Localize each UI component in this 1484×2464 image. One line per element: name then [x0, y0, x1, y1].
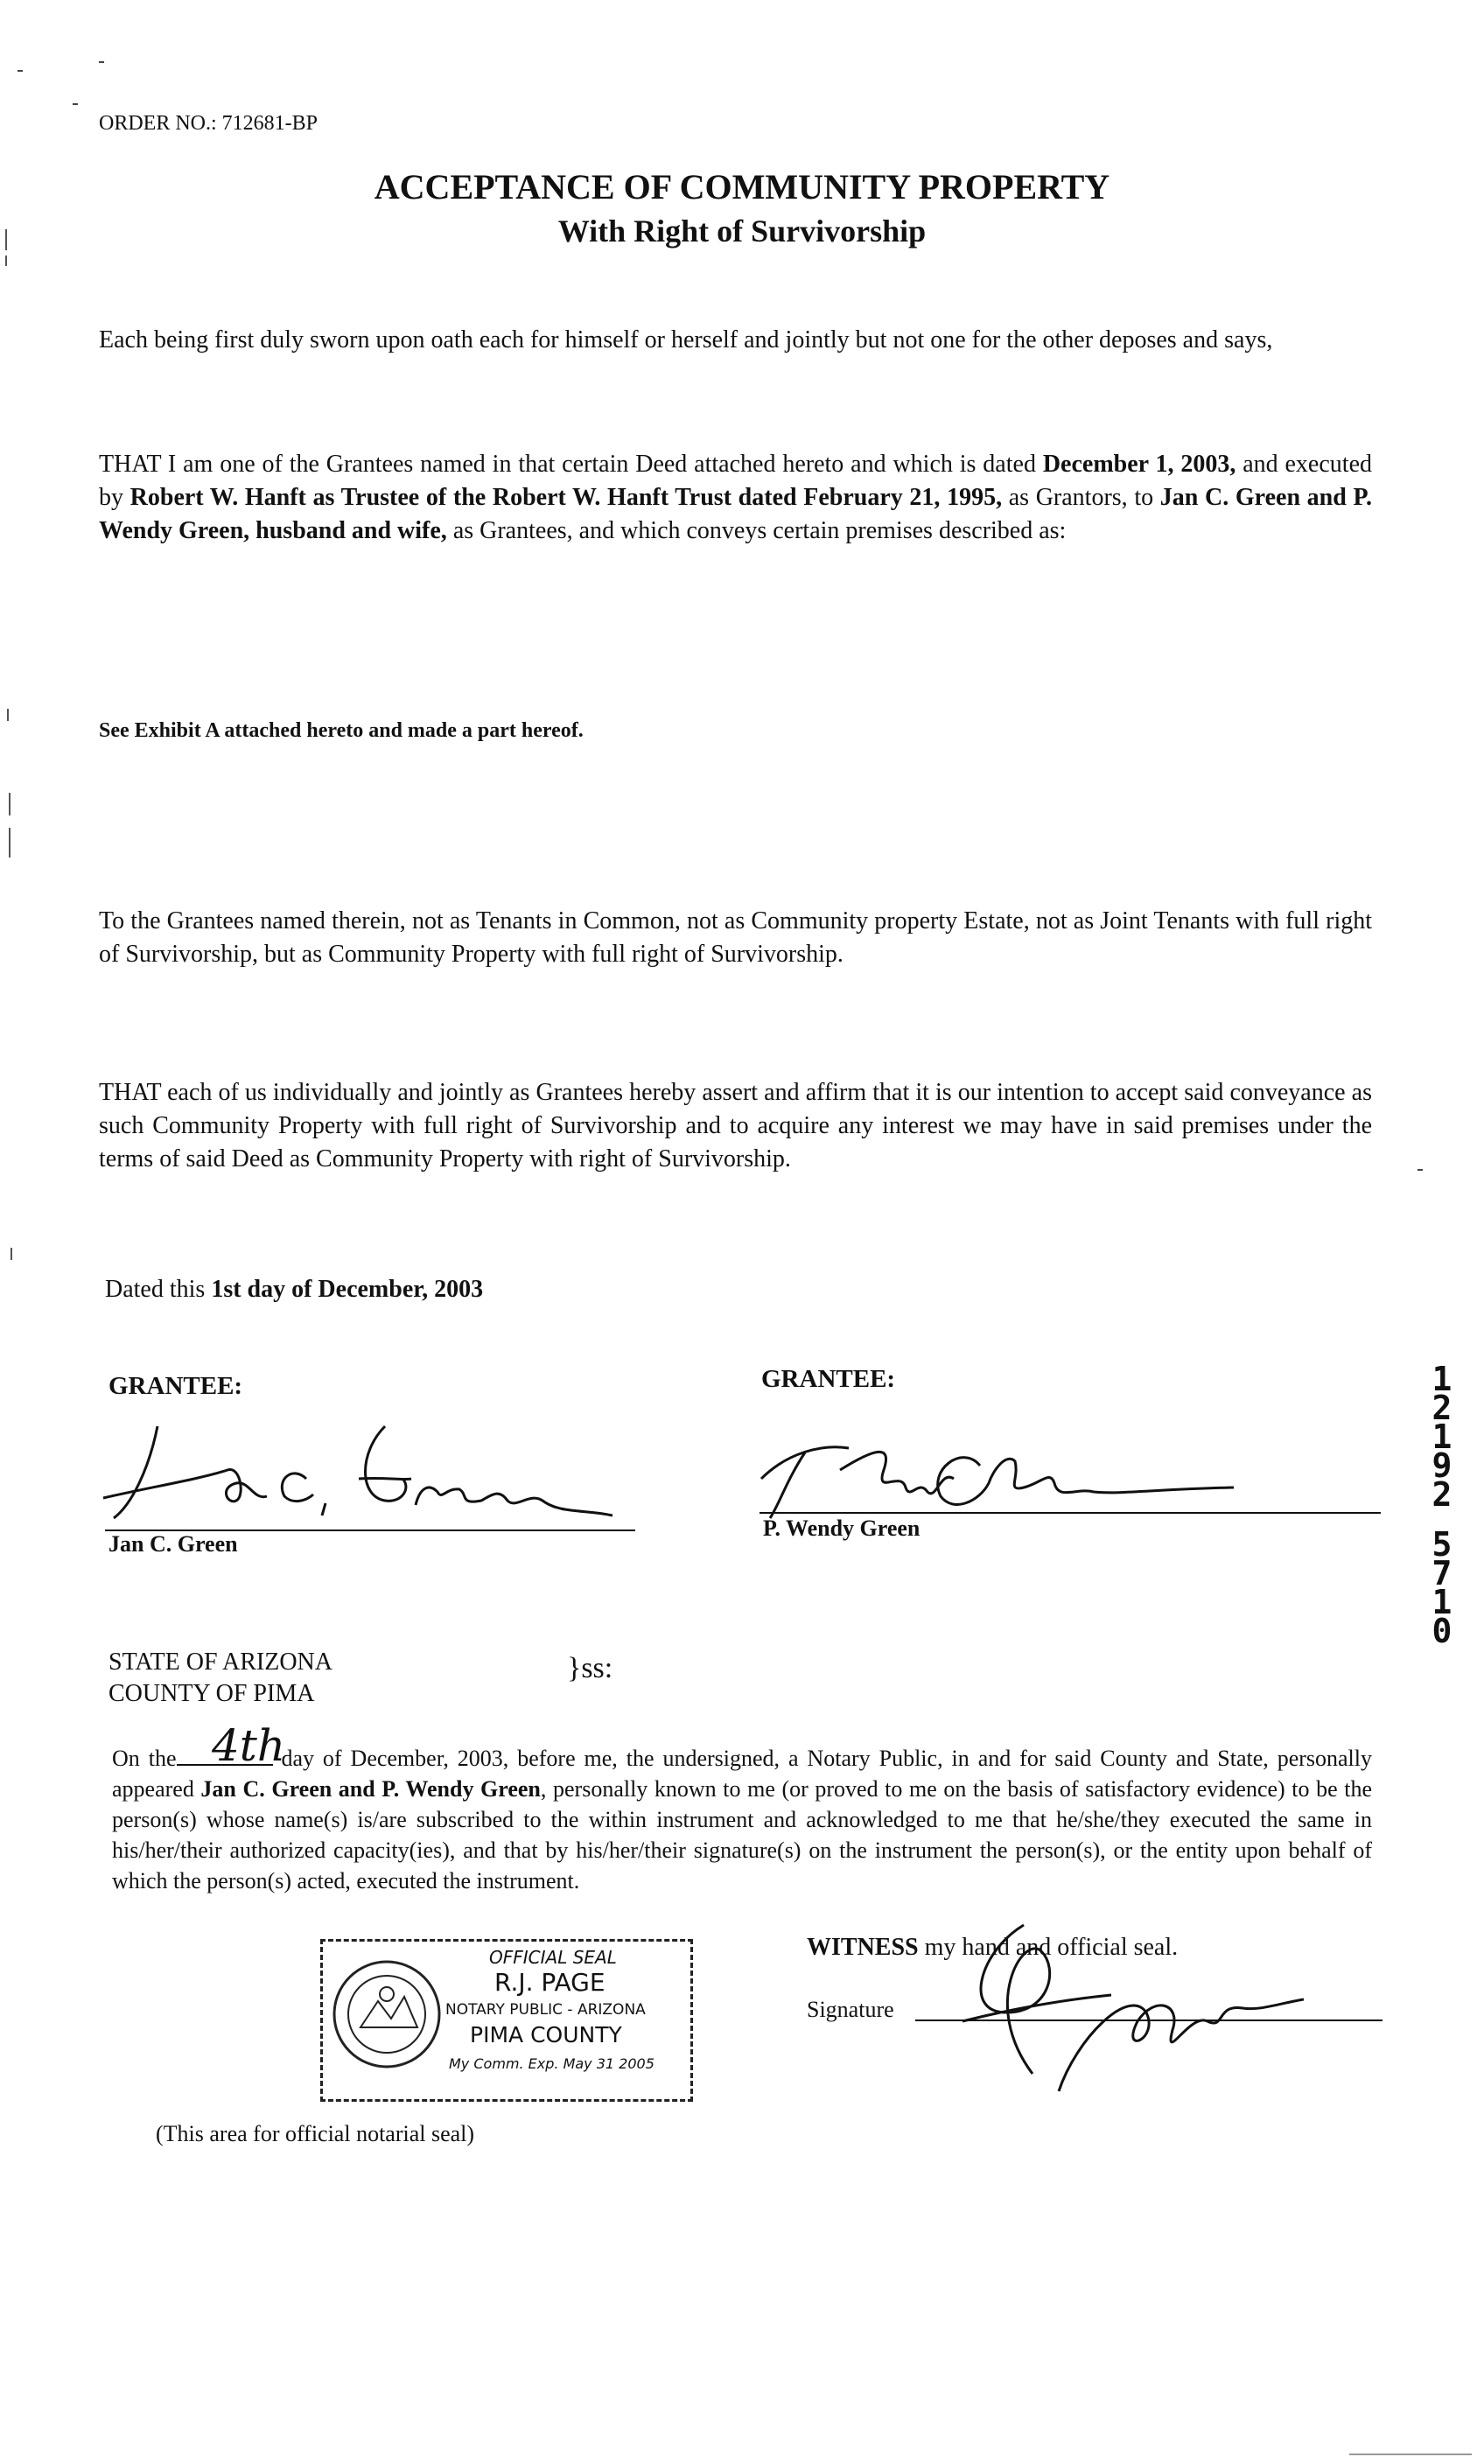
- deed-text-3: as Grantors, to: [1002, 484, 1160, 511]
- recording-digit: 5: [1432, 1525, 1452, 1564]
- handwritten-day: 4th: [211, 1720, 286, 1771]
- scan-mark: [9, 828, 10, 858]
- deed-date: December 1, 2003,: [1042, 451, 1236, 478]
- scan-mark: [18, 70, 23, 72]
- seal-line-3: NOTARY PUBLIC - ARIZONA: [445, 2001, 646, 2019]
- recording-digit: 1: [1432, 1583, 1452, 1621]
- seal-line-5: My Comm. Exp. May 31 2005: [449, 2055, 654, 2072]
- notary-seal: [320, 1939, 693, 2102]
- deed-text-1: THAT I am one of the Grantees named in that certain Deed attached hereto and which is dated: [99, 451, 1043, 478]
- recording-digit: 1: [1432, 1418, 1452, 1456]
- recording-digit: 2: [1432, 1475, 1452, 1514]
- order-number: ORDER NO.: 712681-BP: [99, 112, 318, 135]
- signature-line-right: [760, 1512, 1381, 1514]
- ack-on-the: On the: [112, 1746, 177, 1771]
- document-subtitle: With Right of Survivorship: [557, 214, 927, 248]
- seal-line-4: PIMA COUNTY: [470, 2022, 622, 2048]
- document-title: ACCEPTANCE OF COMMUNITY PROPERTY: [374, 167, 1110, 206]
- scan-mark: [9, 793, 10, 816]
- seal-line-2: R.J. PAGE: [494, 1968, 606, 1997]
- grantee-label-right: GRANTEE:: [761, 1365, 896, 1393]
- signer-name-left: Jan C. Green: [108, 1531, 238, 1557]
- arizona-seal-icon: [330, 1957, 444, 2071]
- ack-names: Jan C. Green and P. Wendy Green: [200, 1776, 541, 1802]
- grantee-label-left: GRANTEE:: [108, 1372, 243, 1400]
- scan-mark: [1418, 1169, 1423, 1171]
- recording-digit: 0: [1432, 1612, 1452, 1650]
- witness-text: my hand and official seal.: [918, 1934, 1179, 1961]
- acknowledgment-paragraph: [112, 1743, 1372, 1896]
- scan-mark: [1349, 2454, 1472, 2455]
- recording-digit: 1: [1432, 1360, 1452, 1398]
- deed-grantors: Robert W. Hanft as Trustee of the Robert W. Hanft Trust dated February 21, 1995,: [130, 484, 1003, 511]
- notary-signature: [928, 1916, 1312, 2100]
- ack-text-1: day of December, 2003, before me, the undersigned, a Notary Public, in and for said County and State, personally appeared: [112, 1746, 1372, 1802]
- deed-text-2: and executed by: [99, 451, 1372, 511]
- recording-digit: 9: [1432, 1446, 1452, 1485]
- deed-grantees: Jan C. Green and P. Wendy Green, husband and wife,: [99, 484, 1373, 544]
- witness-bold: WITNESS: [807, 1934, 919, 1961]
- seal-line-1: OFFICIAL SEAL: [489, 1947, 617, 1968]
- scan-mark: [73, 103, 78, 105]
- venue-county: COUNTY OF PIMA: [108, 1680, 315, 1707]
- recording-digit: 7: [1432, 1554, 1452, 1592]
- deed-paragraph: [99, 448, 1372, 548]
- affirmation-paragraph: THAT each of us individually and jointly as Grantees hereby assert and affirm that it is our intention to accept said conveyance as such Community Property with full right of Survivorship and to acquire any interest we may have in said premises under the terms of said Deed as Community Property with right of Survivorship.: [99, 1079, 1372, 1172]
- ack-text-2: , personally known to me (or proved to me on the basis of satisfactory evidence) to be the person(s) whose name(s) is/are subscribed to the within instrument and acknowledged to me that he/she/they executed the same in his/her/their authorized capacity(ies), and that by his/her/their signature(s) on the instrument the person(s), or the entity upon behalf of which the person(s) acted, executed the instrument.: [112, 1776, 1373, 1894]
- grantees-paragraph: To the Grantees named therein, not as Tenants in Common, not as Community property Estate, not as Joint Tenants with full right of Survivorship, but as Community Property with full right of Survivorship.: [99, 907, 1372, 968]
- signature-jan-green: [96, 1418, 639, 1522]
- scan-mark: [5, 256, 7, 266]
- oath-paragraph: Each being first duly sworn upon oath each for himself or herself and jointly but not one for the other deposes and says,: [99, 326, 1273, 354]
- scan-mark: [7, 709, 9, 721]
- deed-text-4: as Grantees, and which conveys certain premises described as:: [446, 517, 1067, 544]
- dated-value: 1st day of December, 2003: [211, 1276, 484, 1303]
- signer-name-right: P. Wendy Green: [763, 1516, 920, 1541]
- signature-wendy-green: [752, 1418, 1242, 1522]
- scan-mark: [10, 1248, 12, 1260]
- scan-mark: [99, 61, 104, 63]
- seal-caption: (This area for official notarial seal): [156, 2121, 475, 2146]
- exhibit-reference: See Exhibit A attached hereto and made a part hereof.: [99, 719, 584, 742]
- notary-signature-label: Signature: [807, 1997, 894, 2022]
- dated-prefix: Dated this: [105, 1276, 212, 1303]
- recording-digit: 2: [1432, 1389, 1452, 1427]
- venue-ss: }ss:: [567, 1652, 613, 1684]
- dated-line: [105, 1276, 483, 1304]
- recording-number: [1424, 1360, 1460, 1650]
- venue-state: STATE OF ARIZONA: [108, 1648, 332, 1676]
